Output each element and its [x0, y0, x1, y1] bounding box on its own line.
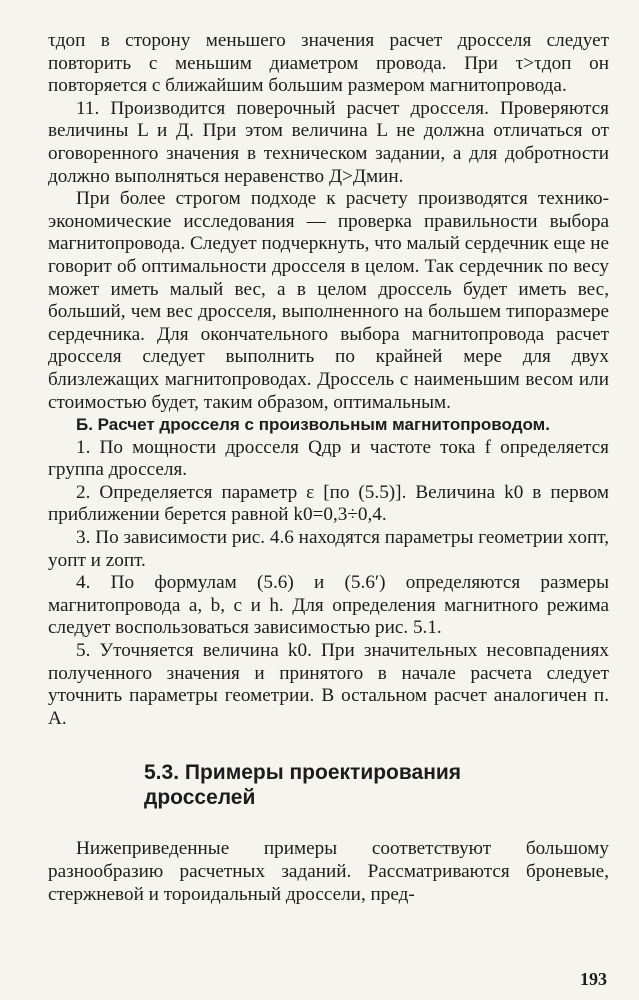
section-heading-line-1: 5.3. Примеры проектирования — [144, 761, 462, 785]
step-5: 5. Уточняется величина k0. При значительных несовпадениях полученного значения и принятого в начале расчета следует уточнить параметры геометрии. В остальном расчет аналогичен п. А. — [48, 640, 609, 729]
subsection-title: Б. Расчет дросселя с произвольным магнитопроводом. — [76, 415, 550, 435]
body-text — [48, 30, 609, 730]
section-heading — [144, 760, 609, 810]
page-number: 193 — [580, 969, 607, 989]
final-paragraph: Нижеприведенные примеры соответствуют большому разнообразию расчетных заданий. Рассматриваются броневые, стержневой и тороидальный дроссели, пред- — [48, 838, 609, 905]
paragraph-optimization: При более строгом подходе к расчету производятся технико-экономические исследования — проверка правильности выбора магнитопровода. Следует подчеркнуть, что малый сердечник еще не говорит об оптимальности дросселя в целом. Так сердечник по весу может иметь малый вес, а в целом дроссель будет иметь вес, больший, чем вес дросселя, выполненного на большем типоразмере сердечника. Для окончательного выбора магнитопровода расчет дросселя следует выполнить по крайней мере для двух близлежащих магнитопроводах. Дроссель с наименьшим весом или стоимостью будет, таким образом, оптимальным. — [48, 188, 609, 413]
step-2: 2. Определяется параметр ε [по (5.5)]. Величина k0 в первом приближении берется равной k0=0,3÷0,4. — [48, 481, 609, 526]
step-4: 4. По формулам (5.6) и (5.6′) определяются размеры магнитопровода a, b, c и h. Для определения магнитного режима следует воспользоваться зависимостью рис. 5.1. — [48, 572, 609, 639]
closing-text — [48, 838, 609, 906]
section-heading-line-2: дросселей — [144, 786, 256, 810]
step-3: 3. По зависимости рис. 4.6 находятся параметры геометрии xопт, yопт и zопт. — [48, 527, 609, 571]
paragraph-step-11: 11. Производится поверочный расчет дросселя. Проверяются величины L и Д. При этом величина L не должна отличаться от оговоренного значения в техническом задании, а для добротности должно выполняться неравенство Д>Дмин. — [48, 97, 609, 187]
paragraph-1: τдоп в сторону меньшего значения расчет дросселя следует повторить с меньшим диаметром провода. При τ>τдоп он повторяется с ближайшим большим размером магнитопровода. — [48, 30, 609, 97]
step-1: 1. По мощности дросселя Qдр и частоте тока f определяется группа дросселя. — [48, 436, 609, 481]
